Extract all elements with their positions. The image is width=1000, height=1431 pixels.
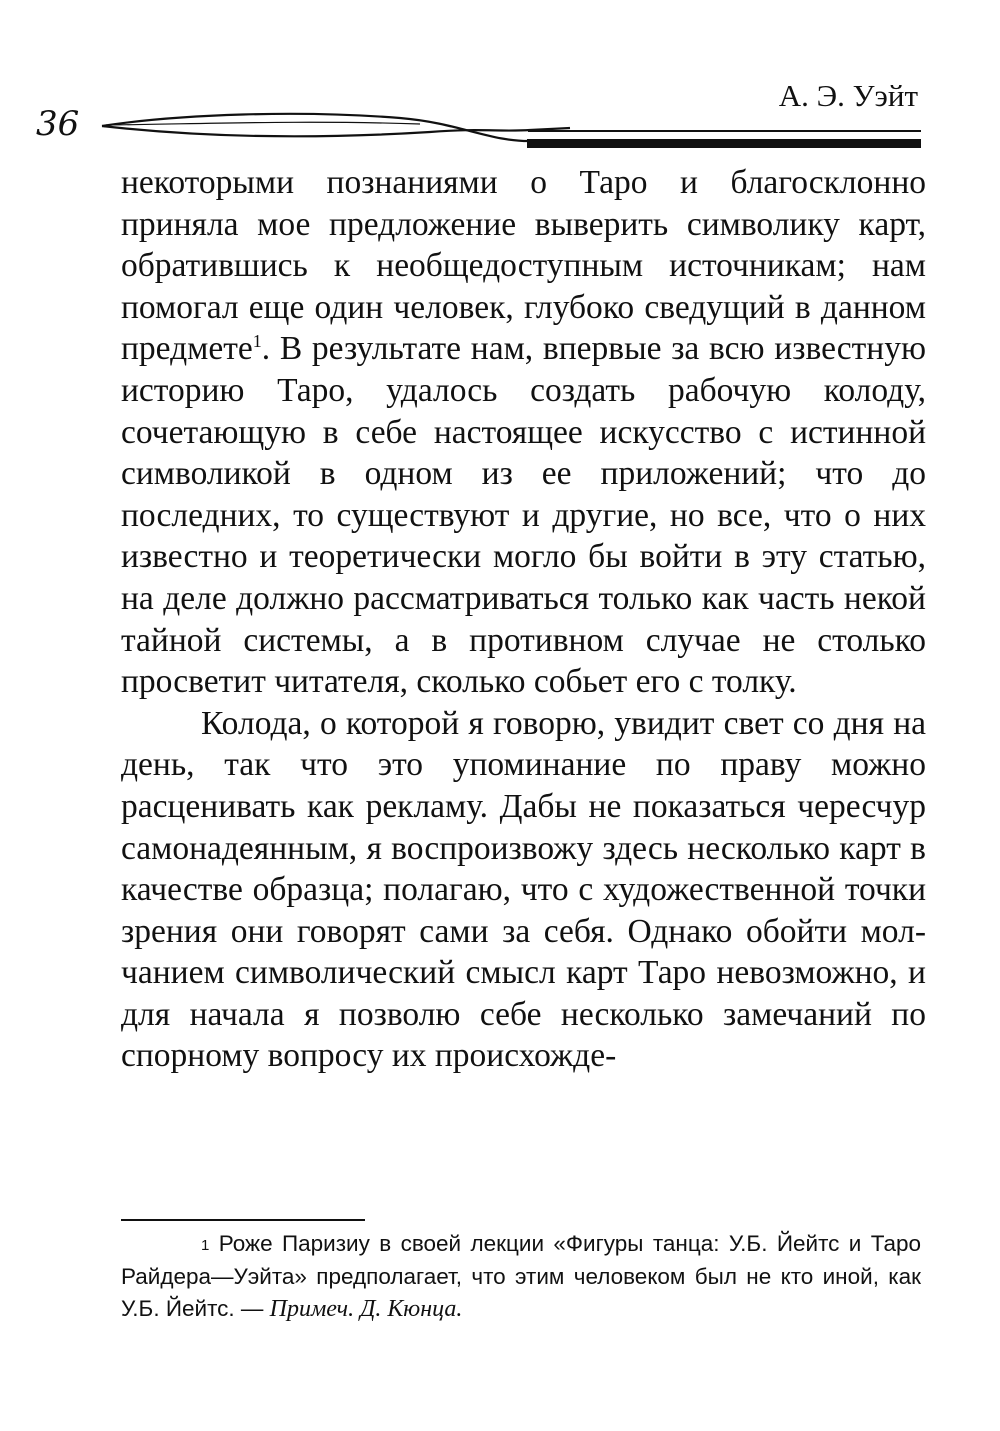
main-text [121, 162, 926, 1077]
ornament-thin-rule [528, 130, 921, 132]
ornament-swash-lower [102, 126, 570, 136]
ornament-swash-mid [106, 122, 420, 125]
running-head [0, 0, 1000, 160]
running-head-author: А. Э. Уэйт [778, 78, 918, 113]
header-ornament-rule [100, 110, 925, 155]
footnote-rule [121, 1219, 365, 1221]
paragraph-1-text-a: некоторыми познаниями о Таро и благосклонно приняла мое предложение выверить символику карт, обратившись к необщедоступным источникам; нам помогал еще один человек, глубоко сведущий в данном предмете [121, 164, 926, 368]
paragraph-1 [121, 162, 926, 703]
footnote-marker: 1 [201, 1237, 210, 1254]
paragraph-2: Колода, о которой я говорю, увидит свет со дня на день, так что это упоминание по праву можно расценивать как рекламу. Дабы не показаться чересчур самонадеянным, я воспроизвожу здесь несколько карт в качестве образца; полагаю, что с художественной точки зрения они говорят сами за себя. Однако обойти молчанием символический смысл карт Таро невозможно, и для начала я позволю себе несколько замечаний по спорному вопросу их происхожде- [121, 704, 926, 1075]
footnote-text: Роже Паризиу в своей лекции «Фигуры танца: У.Б. Йейтс и Таро Райдера—Уэйта» предполагает, что этим человеком был не кто иной, как У.Б. Йейтс. — [121, 1231, 921, 1321]
footnote-attribution: Примеч. Д. Кюнца. [269, 1296, 463, 1322]
paragraph-1-text-b: . В результате нам, впервые за всю известную историю Таро, удалось создать рабочую колоду, сочетающую в себе настоящее искусство с истинной символикой в одном из ее приложений; что до последних, то существуют и другие, но все, что о них известно и теоретически могло бы войти в эту статью, на деле должно рассматриваться только как часть некой тайной системы, а в противном случае не столько просветит читателя, сколько собьет его с толку. [121, 330, 926, 701]
footnote [121, 1228, 921, 1326]
ornament-thick-bar [527, 139, 921, 148]
page-number: 36 [36, 104, 80, 144]
footnote-reference: 1 [252, 331, 262, 352]
